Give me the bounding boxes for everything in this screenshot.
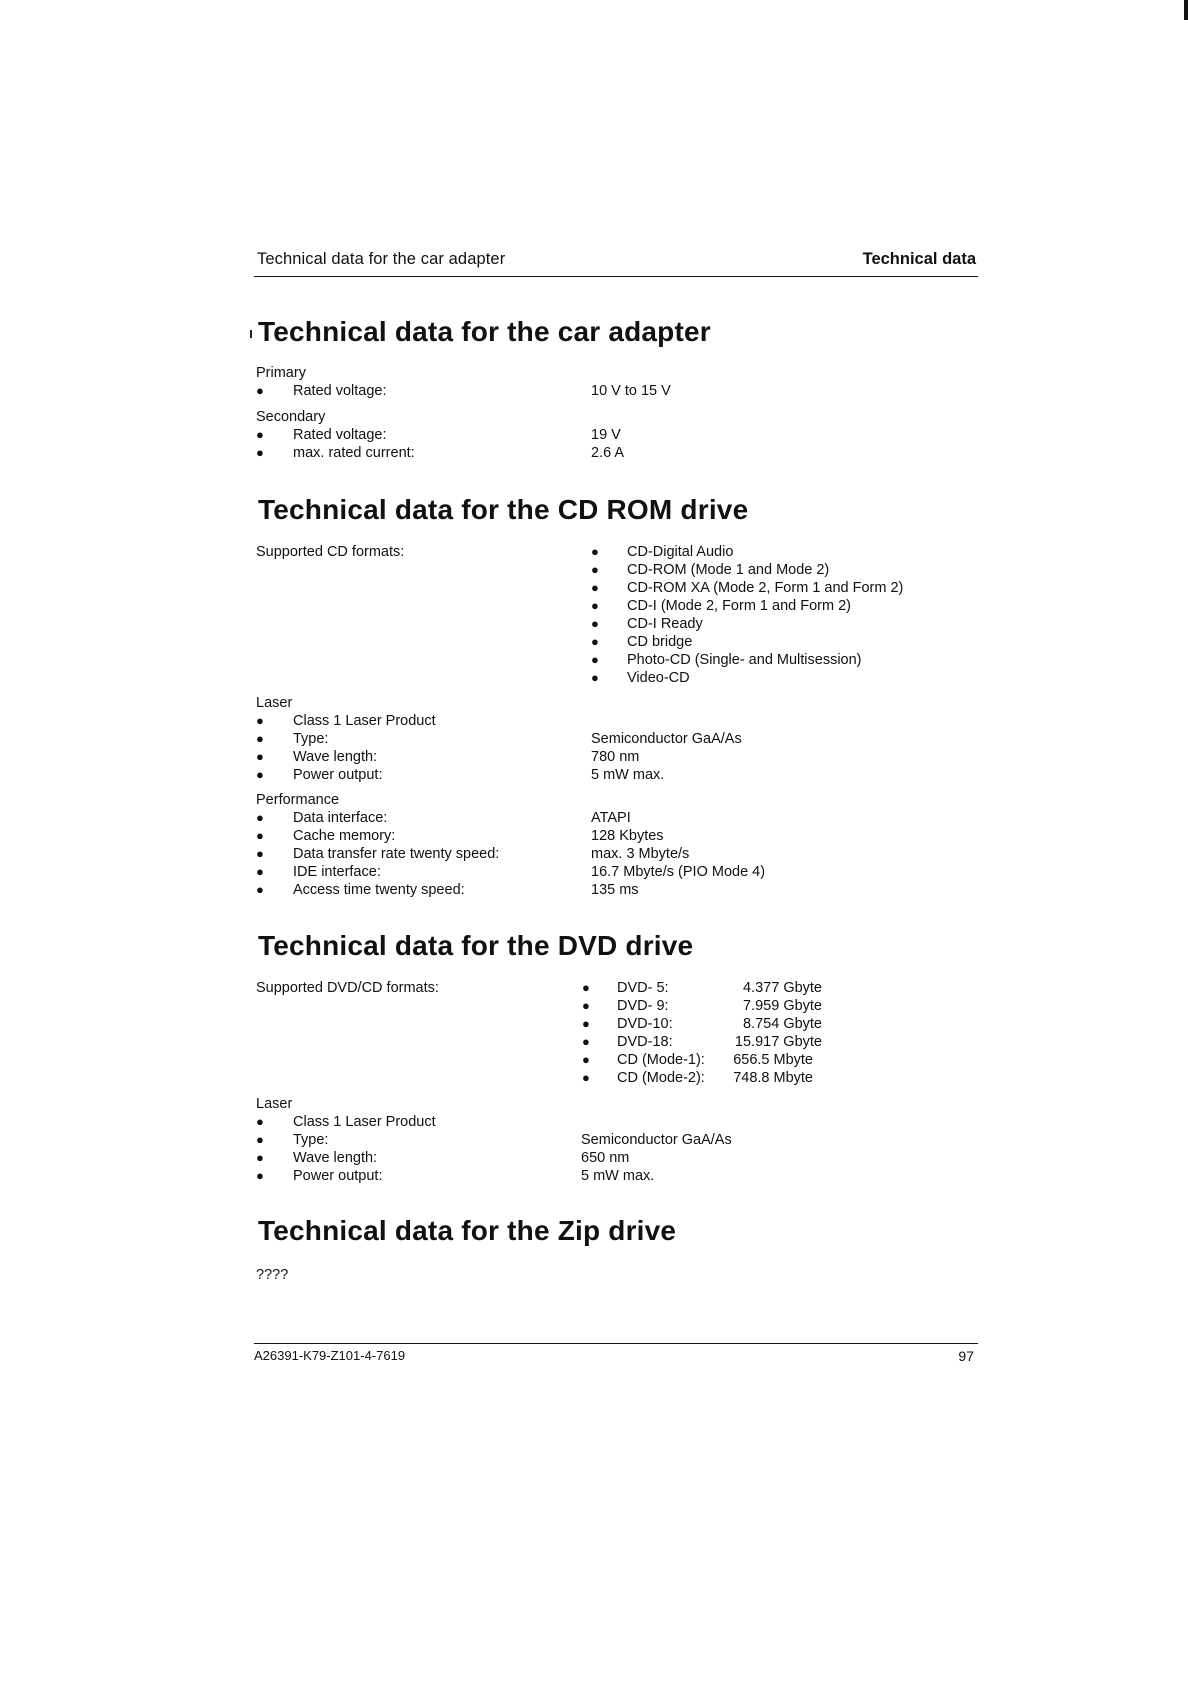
dvd-format-capacity: 7.959 Gbyte bbox=[743, 998, 822, 1014]
bullet-icon: ● bbox=[582, 980, 590, 995]
secondary-rated-voltage-label: Rated voltage: bbox=[293, 427, 387, 443]
bullet-icon: ● bbox=[256, 731, 264, 746]
cdrom-laser-item-value: Semiconductor GaA/As bbox=[591, 731, 742, 747]
dvd-format-name: DVD- 9: bbox=[617, 998, 669, 1014]
max-current-label: max. rated current: bbox=[293, 445, 415, 461]
cdrom-format-item: CD bridge bbox=[627, 634, 693, 650]
bullet-icon: ● bbox=[256, 767, 264, 782]
cdrom-laser-item-label: Class 1 Laser Product bbox=[293, 713, 436, 729]
bullet-icon: ● bbox=[256, 1132, 264, 1147]
dvd-laser-item-label: Wave length: bbox=[293, 1150, 378, 1166]
header-chapter-title: Technical data bbox=[862, 250, 976, 268]
bullet-icon: ● bbox=[582, 998, 590, 1013]
dvd-laser-item-value: 5 mW max. bbox=[581, 1168, 655, 1184]
cdrom-format-item: Video-CD bbox=[627, 670, 690, 686]
bullet-icon: ● bbox=[256, 749, 264, 764]
bullet-icon: ● bbox=[256, 1168, 264, 1183]
cdrom-performance-item-value: ATAPI bbox=[591, 810, 631, 826]
dvd-format-name: DVD- 5: bbox=[617, 980, 669, 996]
footer-page-number: 97 bbox=[958, 1348, 974, 1364]
bullet-icon: ● bbox=[582, 1034, 590, 1049]
zip-heading: Technical data for the Zip drive bbox=[258, 1215, 677, 1246]
bullet-icon: ● bbox=[256, 445, 264, 460]
bullet-icon: ● bbox=[256, 1150, 264, 1165]
dvd-format-name: DVD-10: bbox=[617, 1016, 673, 1032]
cdrom-laser-label: Laser bbox=[256, 695, 293, 711]
bullet-icon: ● bbox=[582, 1070, 590, 1085]
bullet-icon: ● bbox=[582, 1016, 590, 1031]
cdrom-performance-item-label: IDE interface: bbox=[293, 864, 381, 880]
bullet-icon: ● bbox=[591, 580, 599, 595]
bullet-icon: ● bbox=[591, 634, 599, 649]
dvd-laser-item-label: Power output: bbox=[293, 1168, 383, 1184]
cdrom-format-item: CD-ROM (Mode 1 and Mode 2) bbox=[627, 562, 830, 578]
cdrom-laser-item-value: 780 nm bbox=[591, 749, 640, 765]
dvd-format-name: CD (Mode-2): bbox=[617, 1070, 705, 1086]
dvd-format-capacity: 4.377 Gbyte bbox=[743, 980, 822, 996]
dvd-laser-item-value: 650 nm bbox=[581, 1150, 630, 1166]
bullet-icon: ● bbox=[256, 383, 264, 398]
page-footer bbox=[254, 1343, 978, 1364]
running-header bbox=[254, 248, 978, 277]
bullet-icon: ● bbox=[591, 544, 599, 559]
primary-rated-voltage-value: 10 V to 15 V bbox=[591, 383, 671, 399]
footer-doc-number: A26391-K79-Z101-4-7619 bbox=[254, 1348, 406, 1363]
cdrom-format-item: CD-Digital Audio bbox=[627, 544, 734, 560]
dvd-heading: Technical data for the DVD drive bbox=[258, 930, 694, 961]
secondary-rated-voltage-value: 19 V bbox=[591, 427, 621, 443]
bullet-icon: ● bbox=[591, 598, 599, 613]
cdrom-performance-item-label: Data transfer rate twenty speed: bbox=[293, 846, 500, 862]
dvd-formats-label: Supported DVD/CD formats: bbox=[256, 980, 439, 996]
bullet-icon: ● bbox=[591, 652, 599, 667]
cdrom-performance-item-value: max. 3 Mbyte/s bbox=[591, 846, 690, 862]
cdrom-performance-item-value: 135 ms bbox=[591, 882, 639, 898]
dvd-laser-item-value: Semiconductor GaA/As bbox=[581, 1132, 732, 1148]
max-current-value: 2.6 A bbox=[591, 445, 625, 461]
cdrom-laser-item-label: Type: bbox=[293, 731, 329, 747]
dvd-laser-label: Laser bbox=[256, 1096, 293, 1112]
cdrom-laser-item-label: Wave length: bbox=[293, 749, 378, 765]
cdrom-format-item: CD-ROM XA (Mode 2, Form 1 and Form 2) bbox=[627, 580, 904, 596]
bullet-icon: ● bbox=[256, 427, 264, 442]
bullet-icon: ● bbox=[591, 562, 599, 577]
dvd-format-name: DVD-18: bbox=[617, 1034, 673, 1050]
bullet-icon: ● bbox=[582, 1052, 590, 1067]
cdrom-performance-label: Performance bbox=[256, 792, 340, 808]
cdrom-heading: Technical data for the CD ROM drive bbox=[258, 494, 749, 525]
dvd-laser-item-label: Type: bbox=[293, 1132, 329, 1148]
bullet-icon: ● bbox=[591, 670, 599, 685]
cdrom-format-item: CD-I Ready bbox=[627, 616, 703, 632]
bullet-icon: ● bbox=[256, 882, 264, 897]
bullet-icon: ● bbox=[256, 864, 264, 879]
header-section-title: Technical data for the car adapter bbox=[257, 250, 506, 268]
primary-label: Primary bbox=[256, 365, 306, 381]
cdrom-laser-item-value: 5 mW max. bbox=[591, 767, 665, 783]
bullet-icon: ● bbox=[256, 713, 264, 728]
primary-rated-voltage-label: Rated voltage: bbox=[293, 383, 387, 399]
dvd-format-capacity: 8.754 Gbyte bbox=[743, 1016, 822, 1032]
dvd-format-name: CD (Mode-1): bbox=[617, 1052, 705, 1068]
car-adapter-heading: Technical data for the car adapter bbox=[258, 316, 711, 347]
dvd-laser-item-label: Class 1 Laser Product bbox=[293, 1114, 436, 1130]
margin-tick-mark bbox=[250, 330, 252, 338]
cdrom-performance-item-label: Data interface: bbox=[293, 810, 388, 826]
dvd-format-capacity: 656.5 Mbyte bbox=[733, 1052, 813, 1068]
cdrom-performance-item-value: 128 Kbytes bbox=[591, 828, 664, 844]
bullet-icon: ● bbox=[256, 810, 264, 825]
zip-body-text: ???? bbox=[256, 1267, 289, 1283]
bullet-icon: ● bbox=[591, 616, 599, 631]
bullet-icon: ● bbox=[256, 1114, 264, 1129]
scan-edge-mark bbox=[1184, 0, 1188, 20]
cdrom-format-item: Photo-CD (Single- and Multisession) bbox=[627, 652, 862, 668]
cdrom-laser-item-label: Power output: bbox=[293, 767, 383, 783]
secondary-label: Secondary bbox=[256, 409, 326, 425]
bullet-icon: ● bbox=[256, 828, 264, 843]
dvd-format-capacity: 748.8 Mbyte bbox=[733, 1070, 813, 1086]
cdrom-formats-label: Supported CD formats: bbox=[256, 544, 405, 560]
dvd-format-capacity: 15.917 Gbyte bbox=[734, 1034, 822, 1050]
cdrom-performance-item-label: Cache memory: bbox=[293, 828, 396, 844]
cdrom-performance-item-value: 16.7 Mbyte/s (PIO Mode 4) bbox=[591, 864, 766, 880]
cdrom-format-item: CD-I (Mode 2, Form 1 and Form 2) bbox=[627, 598, 851, 614]
bullet-icon: ● bbox=[256, 846, 264, 861]
cdrom-performance-item-label: Access time twenty speed: bbox=[293, 882, 465, 898]
